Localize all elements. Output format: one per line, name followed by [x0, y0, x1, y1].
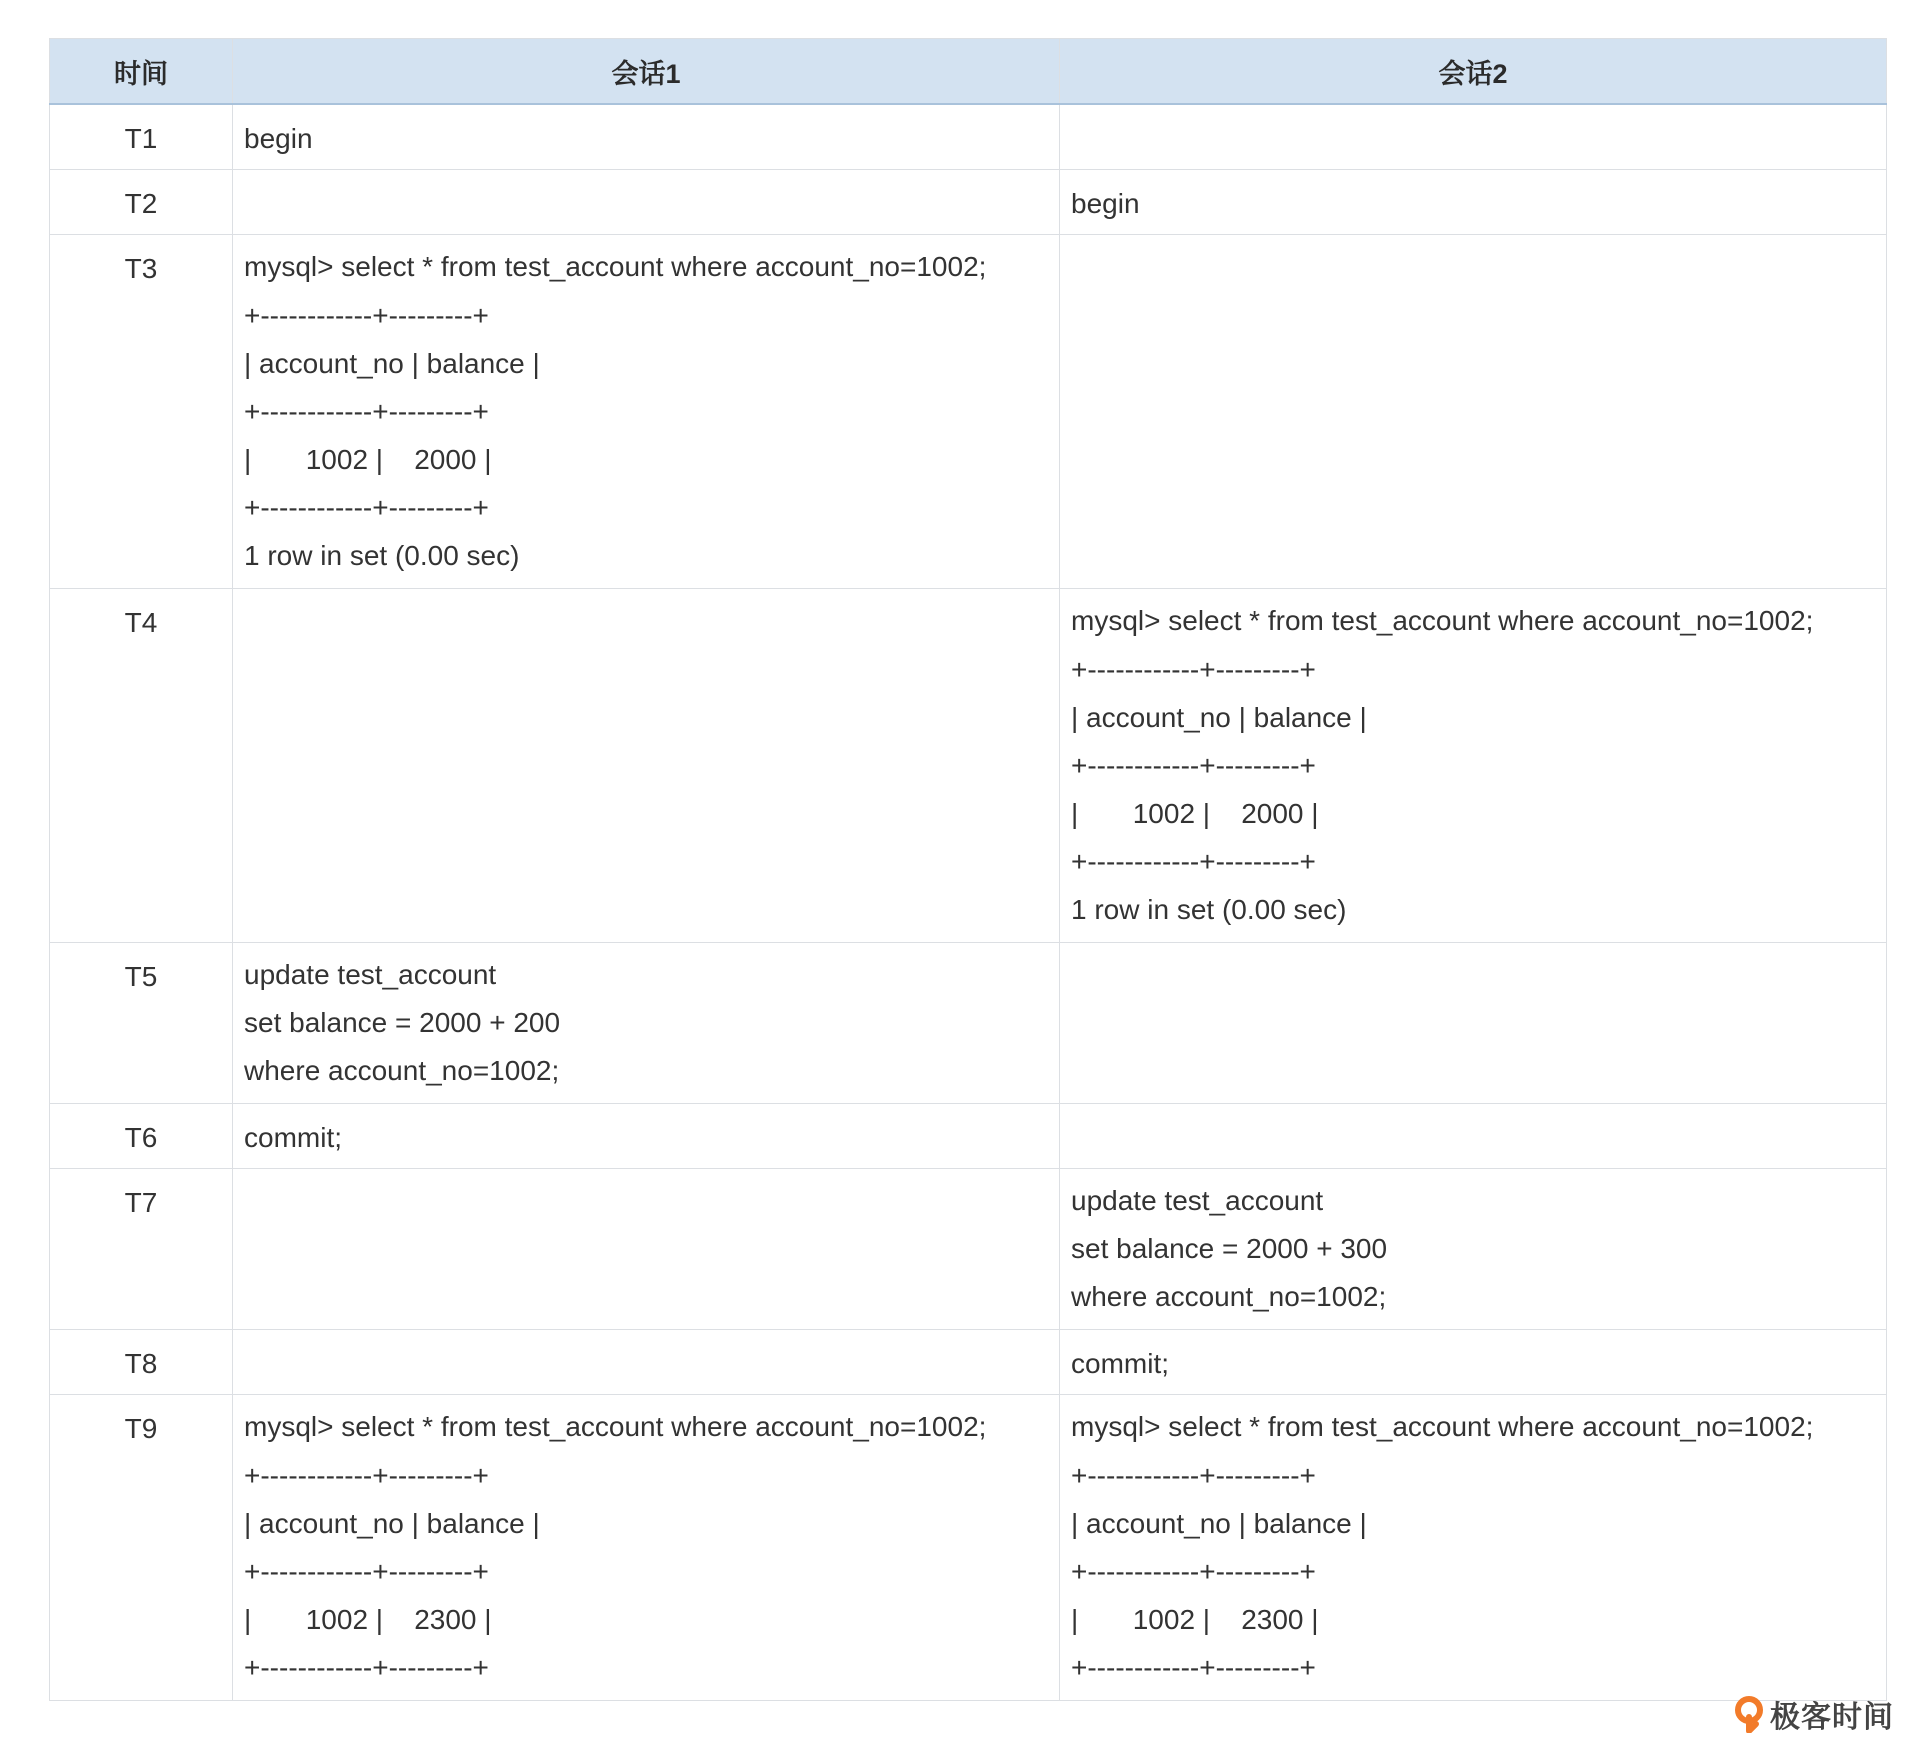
- code-line: +------------+---------+: [244, 492, 489, 523]
- code-line: commit;: [244, 1122, 342, 1153]
- code-line: +------------+---------+: [1071, 1556, 1316, 1587]
- session1-cell: [233, 235, 1060, 589]
- code-line: | 1002 | 2300 |: [244, 1604, 492, 1635]
- code-line: mysql> select * from test_account where account_no=1002;: [1071, 1411, 1814, 1442]
- session1-cell: [233, 1169, 1060, 1330]
- table-row: [50, 170, 1887, 235]
- code-line: +------------+---------+: [244, 396, 489, 427]
- code-line: where account_no=1002;: [244, 1055, 560, 1086]
- code-line: update test_account: [244, 959, 497, 990]
- code-line: +------------+---------+: [244, 1460, 489, 1491]
- time-cell: T7: [50, 1169, 233, 1330]
- code-line: +------------+---------+: [1071, 846, 1316, 877]
- session2-cell: [1060, 235, 1887, 589]
- session1-cell: [233, 1330, 1060, 1395]
- table-row: [50, 1104, 1887, 1169]
- time-cell: T6: [50, 1104, 233, 1169]
- transaction-timeline-table: [49, 38, 1887, 1701]
- code-line: set balance = 2000 + 300: [1071, 1233, 1388, 1264]
- code-line: +------------+---------+: [1071, 654, 1316, 685]
- code-line: where account_no=1002;: [1071, 1281, 1387, 1312]
- header-row: [50, 39, 1887, 105]
- table-row: [50, 589, 1887, 943]
- timeline-body: [50, 104, 1887, 1701]
- code-line: | account_no | balance |: [244, 348, 540, 379]
- code-line: 1 row in set (0.00 sec): [1071, 894, 1347, 925]
- time-cell: T1: [50, 104, 233, 170]
- header-session2: 会话2: [1060, 39, 1887, 105]
- code-line: | account_no | balance |: [244, 1508, 540, 1539]
- session2-cell: [1060, 1169, 1887, 1330]
- geektime-watermark: [1732, 1692, 1894, 1736]
- code-line: 1 row in set (0.00 sec): [244, 540, 520, 571]
- code-line: +------------+---------+: [244, 1652, 489, 1683]
- table-row: [50, 104, 1887, 170]
- session2-cell: [1060, 943, 1887, 1104]
- session1-cell: [233, 589, 1060, 943]
- time-cell: T5: [50, 943, 233, 1104]
- table-row: [50, 1395, 1887, 1701]
- code-line: | 1002 | 2300 |: [1071, 1604, 1319, 1635]
- code-line: begin: [244, 123, 313, 154]
- geektime-logo-icon: [1732, 1695, 1766, 1733]
- session2-cell: [1060, 1330, 1887, 1395]
- session2-cell: [1060, 1104, 1887, 1169]
- table-row: [50, 1169, 1887, 1330]
- table-row: [50, 1330, 1887, 1395]
- code-line: commit;: [1071, 1348, 1169, 1379]
- code-line: +------------+---------+: [1071, 1460, 1316, 1491]
- session1-cell: [233, 943, 1060, 1104]
- code-line: | 1002 | 2000 |: [1071, 798, 1319, 829]
- time-cell: T9: [50, 1395, 233, 1701]
- header-session1: 会话1: [233, 39, 1060, 105]
- time-cell: T2: [50, 170, 233, 235]
- code-line: +------------+---------+: [1071, 750, 1316, 781]
- session2-cell: [1060, 589, 1887, 943]
- session2-cell: [1060, 104, 1887, 170]
- code-line: | account_no | balance |: [1071, 702, 1367, 733]
- code-line: +------------+---------+: [244, 1556, 489, 1587]
- code-line: +------------+---------+: [244, 300, 489, 331]
- session1-cell: [233, 1395, 1060, 1701]
- table-row: [50, 943, 1887, 1104]
- code-line: set balance = 2000 + 200: [244, 1007, 561, 1038]
- code-line: mysql> select * from test_account where account_no=1002;: [244, 1411, 987, 1442]
- time-cell: T3: [50, 235, 233, 589]
- code-line: | account_no | balance |: [1071, 1508, 1367, 1539]
- watermark-text: 极客时间: [1770, 1700, 1894, 1735]
- time-cell: T4: [50, 589, 233, 943]
- code-line: begin: [1071, 188, 1140, 219]
- session1-cell: [233, 170, 1060, 235]
- session2-cell: [1060, 1395, 1887, 1701]
- header-time: 时间: [50, 39, 233, 105]
- time-cell: T8: [50, 1330, 233, 1395]
- table-row: [50, 235, 1887, 589]
- session1-cell: [233, 1104, 1060, 1169]
- code-line: mysql> select * from test_account where account_no=1002;: [1071, 605, 1814, 636]
- code-line: mysql> select * from test_account where account_no=1002;: [244, 251, 987, 282]
- code-line: update test_account: [1071, 1185, 1324, 1216]
- session1-cell: [233, 104, 1060, 170]
- code-line: +------------+---------+: [1071, 1652, 1316, 1683]
- code-line: | 1002 | 2000 |: [244, 444, 492, 475]
- session2-cell: [1060, 170, 1887, 235]
